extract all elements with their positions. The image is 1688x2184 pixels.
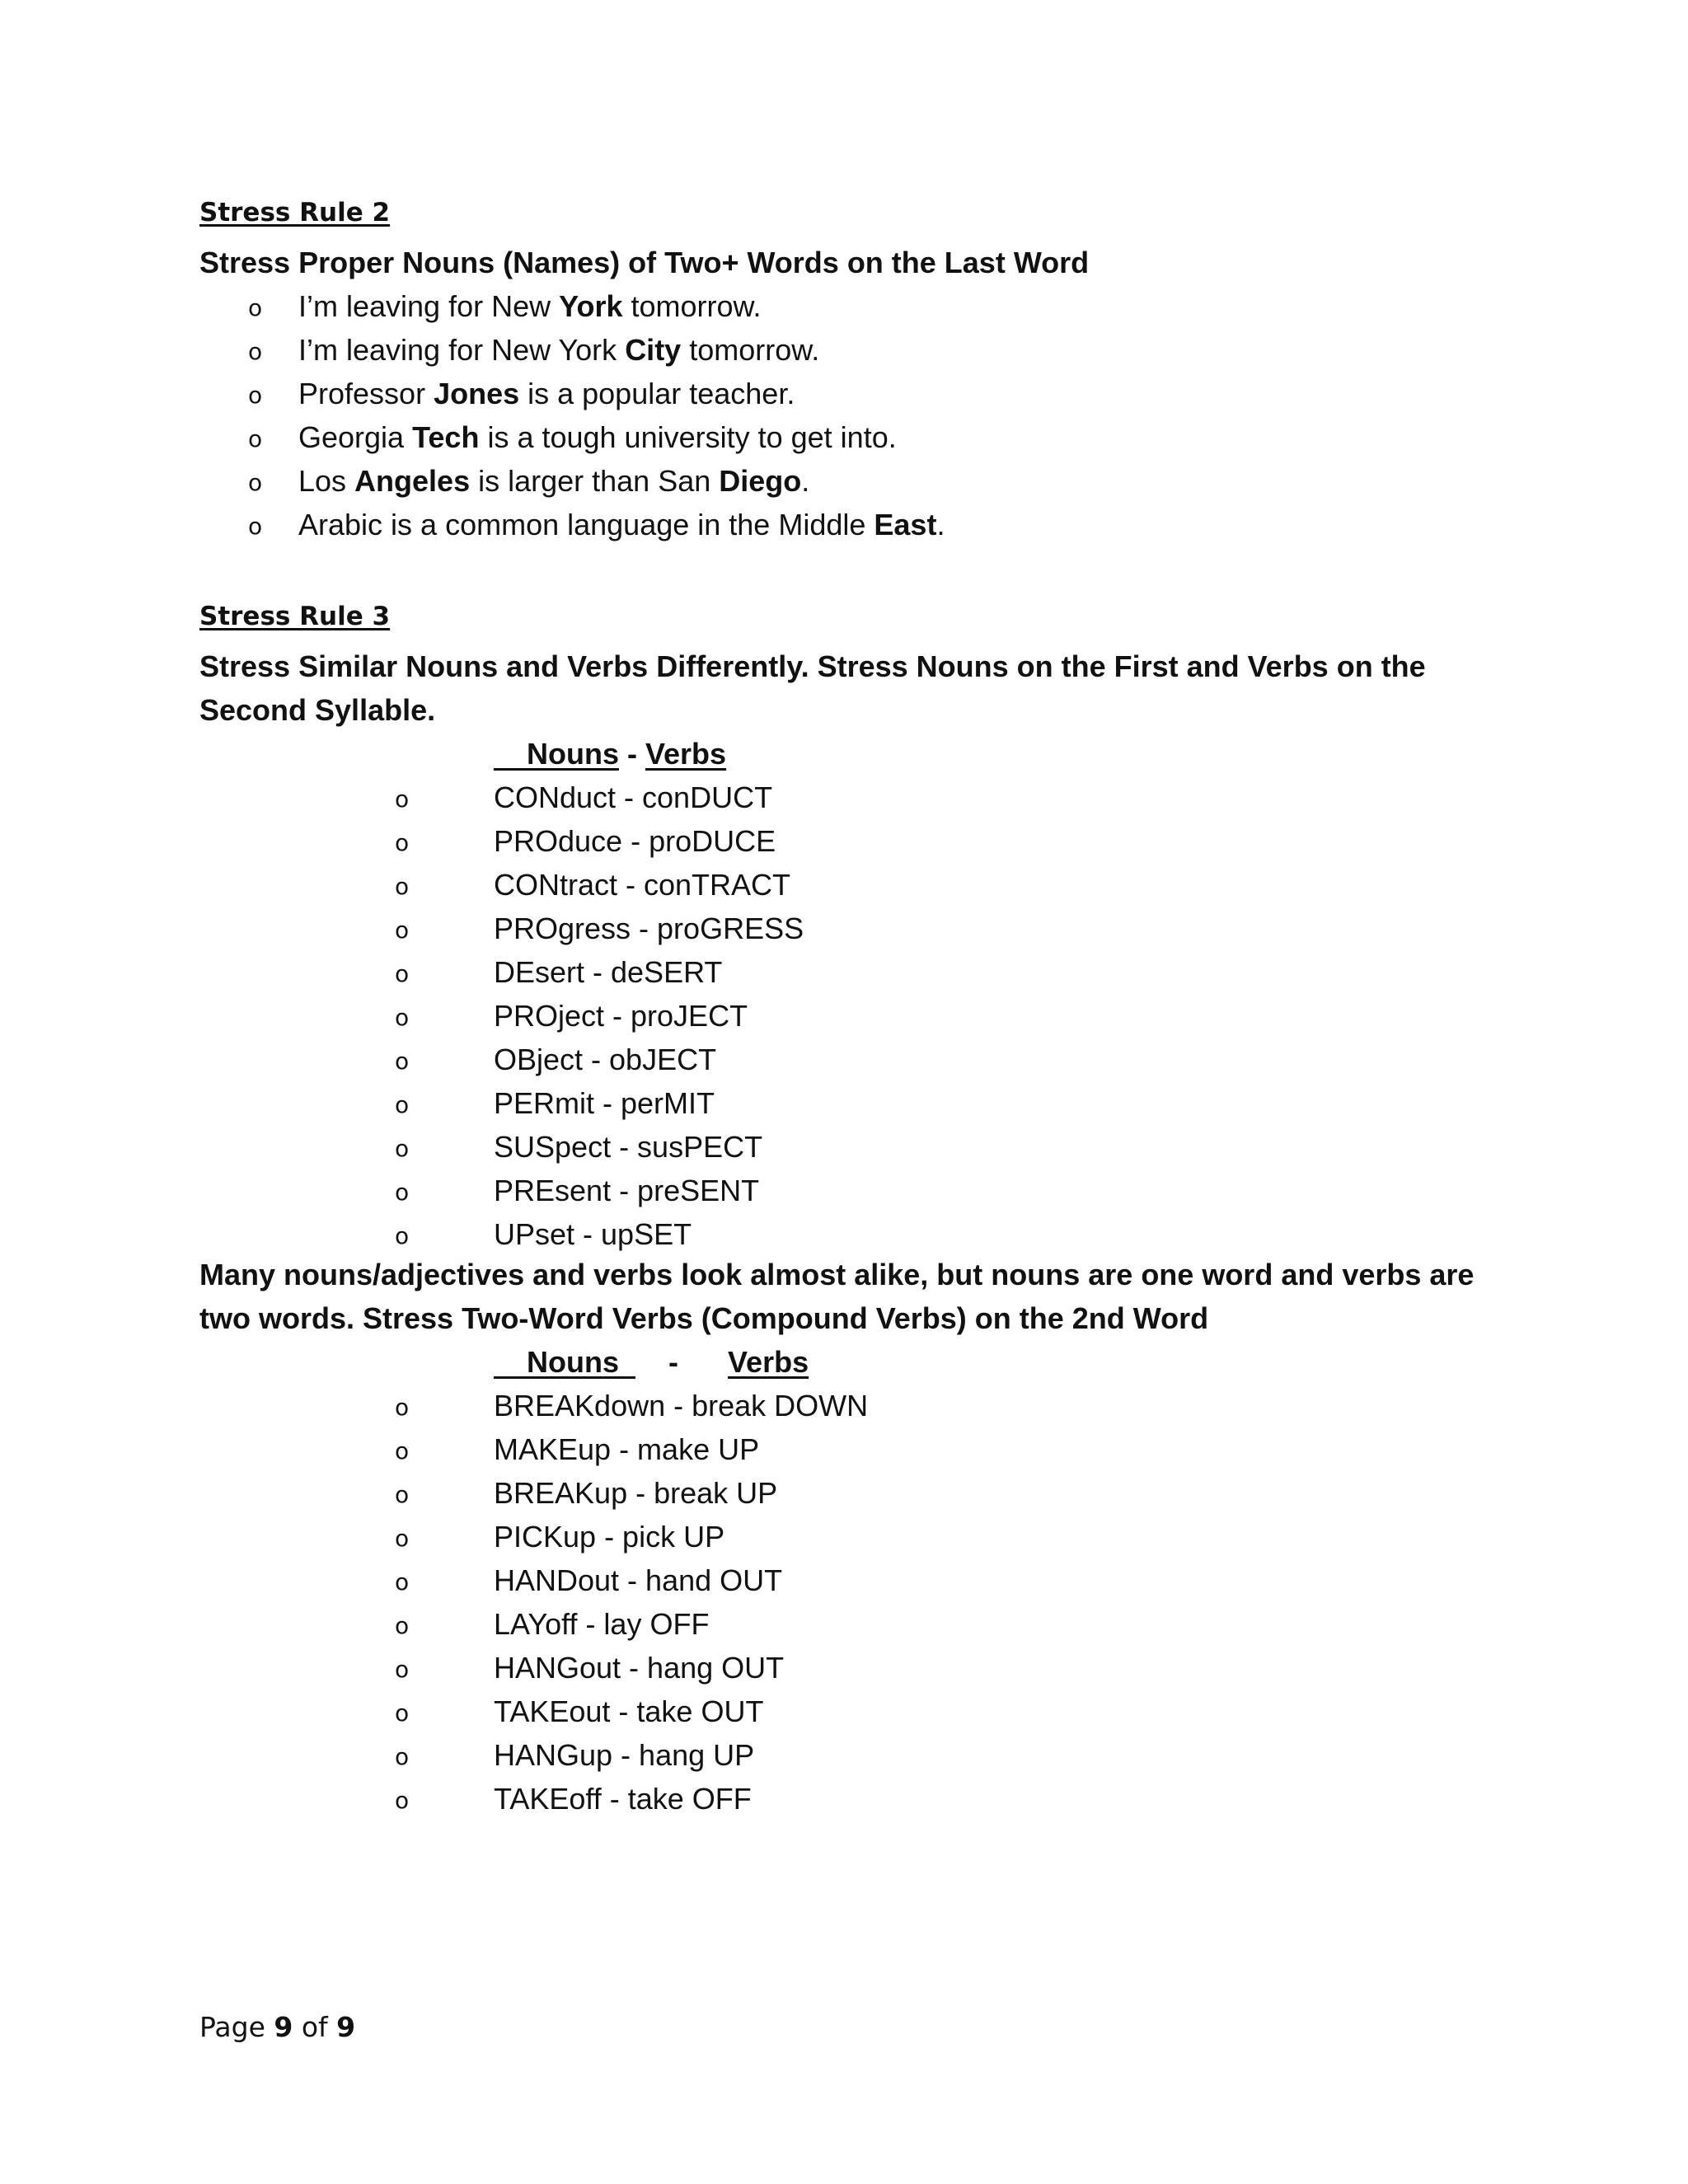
list-item	[395, 1733, 868, 1777]
example-text: Los	[298, 464, 355, 498]
list-item	[199, 284, 945, 328]
word-pair: MAKEup - make UP	[494, 1432, 760, 1466]
word-pair: SUSpect - susPECT	[494, 1130, 763, 1164]
bullet-icon: o	[395, 1612, 410, 1639]
example-text: Professor	[298, 377, 434, 410]
list-item	[395, 907, 804, 950]
list-item	[199, 415, 945, 459]
bullet-icon: o	[395, 1699, 410, 1727]
list-item	[395, 1471, 868, 1515]
bullet-icon: o	[395, 785, 410, 813]
verbs-column-label: Verbs	[645, 737, 727, 771]
bullet-icon: o	[395, 829, 410, 856]
bullet-icon: o	[248, 469, 263, 496]
word-pair: BREAKup - break UP	[494, 1476, 778, 1510]
list-item	[395, 1081, 804, 1125]
bullet-icon: o	[395, 1394, 410, 1421]
list-item	[199, 372, 945, 415]
list-item	[395, 1558, 868, 1602]
word-pair: TAKEoff - take OFF	[494, 1782, 752, 1816]
bullet-icon: o	[395, 1656, 410, 1683]
word-pair: PICKup - pick UP	[494, 1520, 725, 1554]
stressed-word: East	[874, 508, 937, 541]
word-pair: HANGout - hang OUT	[494, 1651, 785, 1685]
word-pair: DEsert - deSERT	[494, 955, 723, 989]
rule-2-example-list	[199, 284, 945, 546]
noun-verb-column-header	[494, 732, 726, 776]
bullet-icon: o	[248, 294, 263, 321]
word-pair: HANGup - hang UP	[494, 1738, 755, 1772]
bullet-icon: o	[395, 1179, 410, 1206]
compound-verb-description: Many nouns/adjectives and verbs look almost alike, but nouns are one word and verbs are two words. Stress Two-Word Verbs (Compound Verbs) on the 2nd Word	[199, 1258, 1475, 1335]
list-item	[199, 328, 945, 372]
bullet-icon: o	[395, 1481, 410, 1508]
example-text: is a tough university to get into.	[479, 420, 897, 454]
word-pair: PROgress - proGRESS	[494, 912, 804, 945]
stressed-word: York	[559, 289, 623, 323]
word-pair: PROduce - proDUCE	[494, 824, 776, 858]
footer-middle: of	[293, 2011, 337, 2043]
example-text: Arabic is a common language in the Middle	[298, 508, 874, 541]
rule-3-description: Stress Similar Nouns and Verbs Differently. Stress Nouns on the First and Verbs on the Second Syllable.	[199, 649, 1426, 727]
example-text: I’m leaving for New York	[298, 333, 626, 367]
compound-pair-list	[395, 1384, 868, 1821]
word-pair: UPset - upSET	[494, 1217, 692, 1251]
rule-2-description: Stress Proper Nouns (Names) of Two+ Words on the Last Word	[199, 246, 1090, 279]
list-item	[395, 1125, 804, 1169]
example-text: Georgia	[298, 420, 413, 454]
list-item	[199, 459, 945, 503]
bullet-icon: o	[248, 425, 263, 452]
word-pair: CONtract - conTRACT	[494, 868, 791, 902]
bullet-icon: o	[395, 873, 410, 900]
bullet-icon: o	[248, 513, 263, 540]
list-item	[395, 1169, 804, 1212]
word-pair: OBject - obJECT	[494, 1043, 717, 1076]
nouns-column-label: Nouns	[494, 1345, 636, 1379]
bullet-icon: o	[395, 1091, 410, 1118]
column-separator: -	[635, 1345, 729, 1379]
bullet-icon: o	[395, 1135, 410, 1162]
list-item	[395, 950, 804, 994]
column-separator: -	[619, 737, 645, 771]
example-text: tomorrow.	[622, 289, 762, 323]
list-item	[395, 1384, 868, 1427]
footer-prefix: Page	[199, 2011, 274, 2043]
nouns-column-label: Nouns	[494, 737, 619, 771]
word-pair: BREAKdown - break DOWN	[494, 1389, 869, 1422]
list-item	[395, 994, 804, 1038]
bullet-icon: o	[395, 1437, 410, 1465]
list-item	[395, 863, 804, 907]
stressed-word: Tech	[412, 420, 480, 454]
page-number-footer	[199, 2009, 355, 2046]
list-item	[395, 1777, 868, 1821]
stressed-word: Angeles	[354, 464, 471, 498]
list-item	[395, 1427, 868, 1471]
list-item	[395, 1690, 868, 1733]
compound-column-header	[494, 1340, 809, 1384]
bullet-icon: o	[395, 960, 410, 987]
bullet-icon: o	[248, 338, 263, 365]
list-item	[199, 503, 945, 546]
verbs-column-label: Verbs	[728, 1345, 809, 1379]
bullet-icon: o	[395, 916, 410, 944]
list-item	[395, 1515, 868, 1558]
stressed-word: Jones	[434, 377, 520, 410]
bullet-icon: o	[395, 1568, 410, 1596]
noun-verb-pair-list	[395, 776, 804, 1256]
list-item	[395, 819, 804, 863]
current-page-number: 9	[274, 2011, 293, 2043]
list-item	[395, 776, 804, 819]
stressed-word: Diego	[719, 464, 802, 498]
bullet-icon: o	[395, 1004, 410, 1031]
example-text: tomorrow.	[681, 333, 820, 367]
example-text: is larger than San	[470, 464, 720, 498]
example-text: is a popular teacher.	[519, 377, 795, 410]
stressed-word: City	[625, 333, 682, 367]
rule-2-heading: Stress Rule 2	[199, 198, 391, 227]
example-text: .	[936, 508, 945, 541]
list-item	[395, 1602, 868, 1646]
bullet-icon: o	[395, 1047, 410, 1075]
bullet-icon: o	[248, 382, 263, 409]
total-page-count: 9	[336, 2011, 356, 2043]
rule-3-heading: Stress Rule 3	[199, 602, 391, 631]
example-text: .	[801, 464, 810, 498]
bullet-icon: o	[395, 1222, 410, 1249]
word-pair: LAYoff - lay OFF	[494, 1607, 710, 1641]
bullet-icon: o	[395, 1787, 410, 1814]
list-item	[395, 1646, 868, 1690]
bullet-icon: o	[395, 1743, 410, 1770]
word-pair: PROject - proJECT	[494, 999, 748, 1033]
word-pair: CONduct - conDUCT	[494, 780, 773, 814]
word-pair: PERmit - perMIT	[494, 1086, 715, 1120]
list-item	[395, 1212, 804, 1256]
bullet-icon: o	[395, 1525, 410, 1552]
word-pair: HANDout - hand OUT	[494, 1563, 783, 1597]
list-item	[395, 1038, 804, 1081]
word-pair: TAKEout - take OUT	[494, 1694, 764, 1728]
example-text: I’m leaving for New	[298, 289, 560, 323]
word-pair: PREsent - preSENT	[494, 1174, 760, 1207]
